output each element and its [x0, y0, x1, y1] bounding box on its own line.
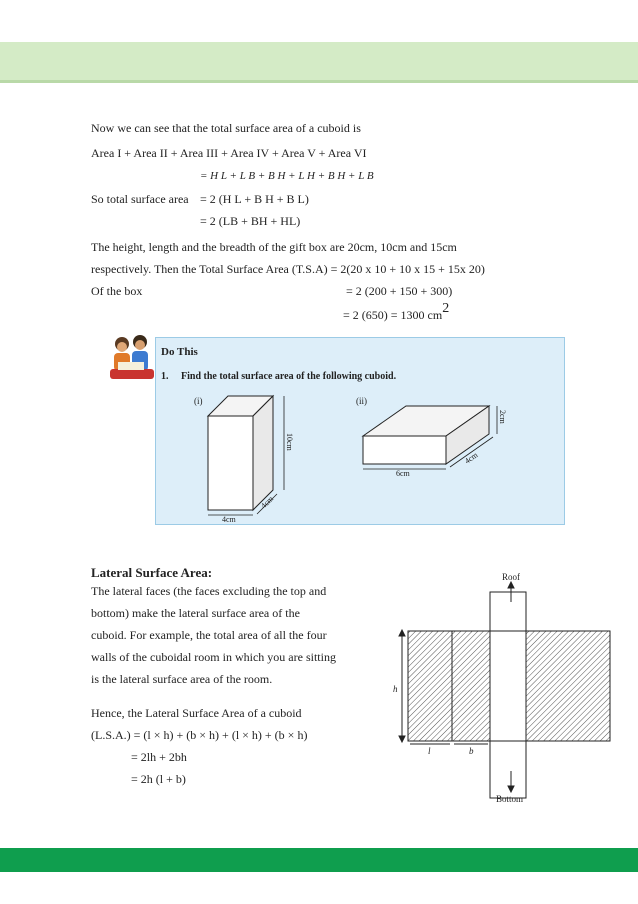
lsa-formula-2: = 2lh + 2bh: [131, 750, 187, 764]
net-breadth-label: b: [469, 746, 474, 756]
text-line-2: Area I + Area II + Area III + Area IV + Area V + Area VI: [91, 146, 367, 160]
cuboid-1: [208, 396, 273, 510]
gift-box-result-exponent: 2: [442, 301, 450, 316]
gift-box-line-2: respectively. Then the Total Surface Area (T.S.A) = 2(20 x 10 + 10 x 15 + 15x 20): [91, 262, 485, 276]
lsa-text-line-3: cuboid. For example, the total area of all the four: [91, 628, 327, 642]
lsa-text-line-2: bottom) make the lateral surface area of the: [91, 606, 300, 620]
lsa-text-line-4: walls of the cuboidal room in which you are sitting: [91, 650, 336, 664]
question-number: 1.: [161, 371, 169, 382]
gift-box-result-value: = 2 (650) = 1300 cm: [343, 308, 443, 322]
fig1-depth: 4cm: [259, 494, 276, 511]
children-illustration: [108, 332, 156, 384]
do-this-title: Do This: [161, 346, 198, 358]
net-length-label: l: [428, 746, 431, 756]
net-height-label: h: [393, 684, 398, 694]
fig1-width: 4cm: [222, 515, 236, 524]
gift-box-line-1: The height, length and the breadth of the gift box are 20cm, 10cm and 15cm: [91, 240, 457, 254]
do-this-box: [155, 337, 565, 525]
cuboid-net-diagram: [388, 568, 628, 806]
lsa-text-line-5: is the lateral surface area of the room.: [91, 672, 273, 686]
net-faces: [408, 592, 610, 798]
tsa-formula-short: = 2 (LB + BH + HL): [200, 214, 301, 228]
lsa-hence: Hence, the Lateral Surface Area of a cuboid: [91, 706, 302, 720]
fig2-width: 6cm: [396, 469, 410, 478]
fig2-height: 2cm: [498, 410, 507, 424]
tsa-formula: = 2 (H L + B H + B L): [200, 192, 309, 206]
lsa-formula-3: = 2h (l + b): [131, 772, 186, 786]
fig2-label: (ii): [356, 396, 367, 406]
fig1-label: (i): [194, 396, 203, 406]
cuboid-figures: [156, 338, 564, 524]
text-line-1: Now we can see that the total surface area of a cuboid is: [91, 121, 361, 135]
question-text: Find the total surface area of the following cuboid.: [181, 371, 397, 382]
gift-box-label: Of the box: [91, 284, 143, 298]
gift-box-calc-1: = 2 (200 + 150 + 300): [346, 284, 453, 298]
lsa-formula-1: (L.S.A.) = (l × h) + (b × h) + (l × h) + (b × h): [91, 728, 308, 742]
footer-band: [0, 848, 638, 872]
gift-box-result: [343, 301, 450, 324]
fig2-depth: 4cm: [462, 450, 480, 466]
header-band-edge: [0, 80, 638, 83]
fig1-height: 10cm: [285, 433, 294, 451]
net-bottom-label: Bottom: [496, 794, 524, 804]
formula-sum: = H L + L B + B H + L H + B H + L B: [200, 170, 374, 182]
header-band: [0, 42, 638, 82]
lsa-heading: Lateral Surface Area:: [91, 565, 213, 580]
net-roof-label: Roof: [502, 572, 520, 582]
lsa-text-line-1: The lateral faces (the faces excluding the top and: [91, 584, 327, 598]
tsa-label: So total surface area: [91, 192, 189, 206]
